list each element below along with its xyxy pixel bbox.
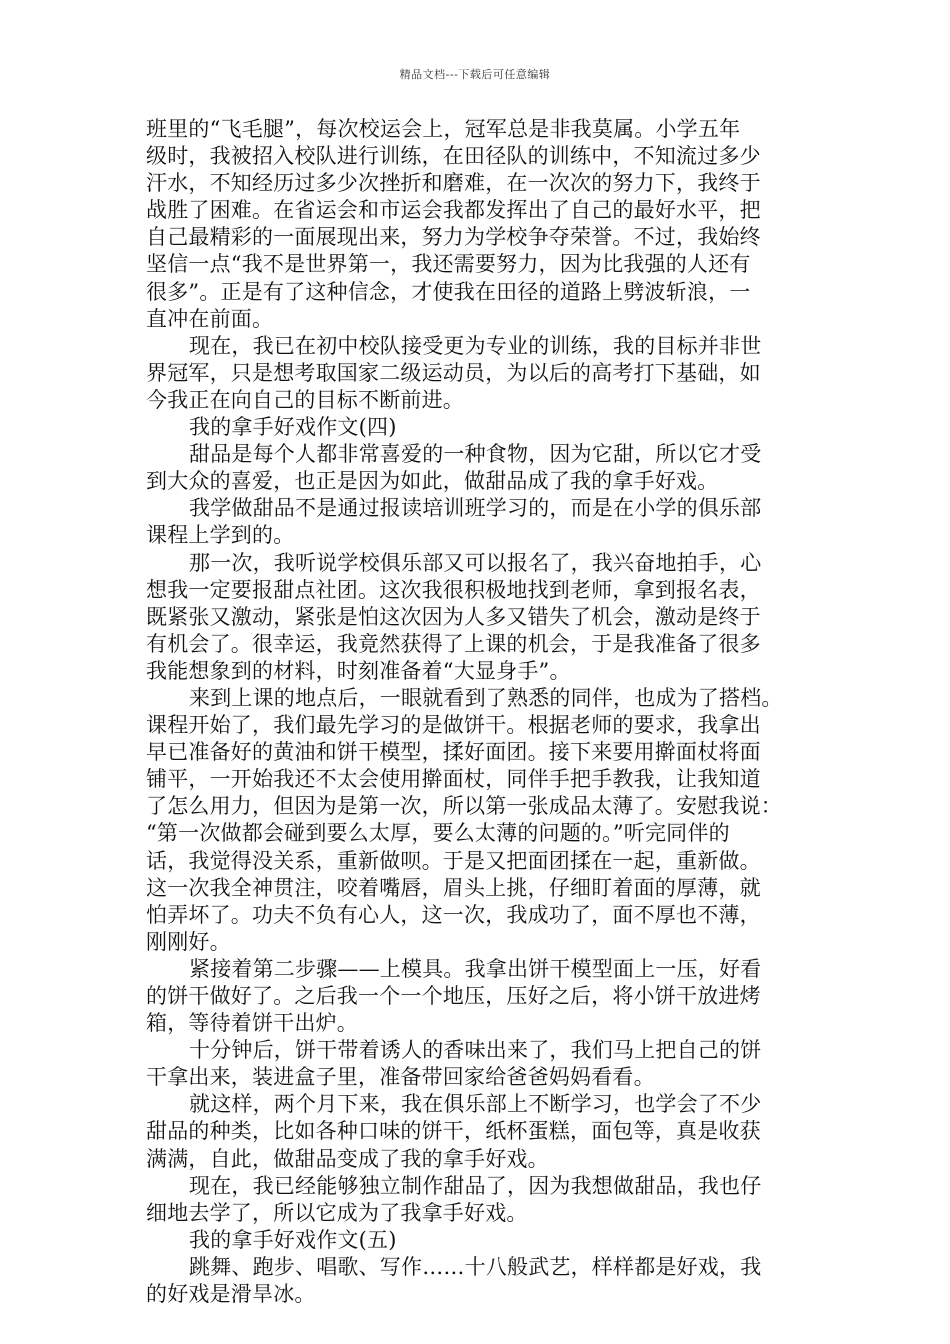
text-line: 了怎么用力，但因为是第一次，所以第一张成品太薄了。安慰我说： <box>146 794 782 819</box>
text-line: 的好戏是滑旱冰。 <box>146 1282 316 1307</box>
text-line: 铺平，一开始我还不太会使用擀面杖，同伴手把手教我，让我知道 <box>146 767 761 792</box>
text-line: 我的拿手好戏作文(四) <box>189 415 397 440</box>
text-line: 界冠军，只是想考取国家二级运动员，为以后的高考打下基础，如 <box>146 360 761 385</box>
text-line: 怕弄坏了。功夫不负有心人，这一次，我成功了，面不厚也不薄， <box>146 902 761 927</box>
text-line: 那一次，我听说学校俱乐部又可以报名了，我兴奋地拍手，心 <box>189 550 762 575</box>
text-line: 甜品是每个人都非常喜爱的一种食物，因为它甜，所以它才受 <box>189 442 762 467</box>
text-line: 汗水，不知经历过多少次挫折和磨难，在一次次的努力下，我终于 <box>146 171 761 196</box>
text-line: 课程上学到的。 <box>146 523 295 548</box>
text-line: 班里的“飞毛腿”，每次校运会上，冠军总是非我莫属。小学五年 <box>146 117 741 141</box>
text-line: 来到上课的地点后，一眼就看到了熟悉的同伴，也成为了搭档。 <box>189 685 783 710</box>
text-line: 想我一定要报甜点社团。这次我很积极地找到老师，拿到报名表， <box>146 577 761 602</box>
text-line: 现在，我已在初中校队接受更为专业的训练，我的目标并非世 <box>189 333 762 358</box>
text-line: 就这样，两个月下来，我在俱乐部上不断学习，也学会了不少 <box>189 1092 762 1117</box>
text-line: 甜品的种类，比如各种口味的饼干，纸杯蛋糕，面包等，真是收获 <box>146 1119 761 1144</box>
text-line: 干拿出来，装进盒子里，准备带回家给爸爸妈妈看看。 <box>146 1065 655 1090</box>
text-line: 箱，等待着饼干出炉。 <box>146 1011 358 1036</box>
text-line: 早已准备好的黄油和饼干模型，揉好面团。接下来要用擀面杖将面 <box>146 740 761 765</box>
text-line: 跳舞、跑步、唱歌、写作……十八般武艺，样样都是好戏，我 <box>189 1254 762 1279</box>
text-line: 这一次我全神贯注，咬着嘴唇，眉头上挑，仔细盯着面的厚薄，就 <box>146 875 761 900</box>
text-line: 既紧张又激动，紧张是怕这次因为人多又错失了机会，激动是终于 <box>146 604 761 629</box>
text-line: 很多”。正是有了这种信念，才使我在田径的道路上劈波斩浪，一 <box>146 279 751 304</box>
text-line: 我的拿手好戏作文(五) <box>189 1227 397 1252</box>
text-line: 坚信一点“我不是世界第一，我还需要努力，因为比我强的人还有 <box>146 252 751 277</box>
text-line: 刚刚好。 <box>146 929 231 954</box>
text-line: 满满，自此，做甜品变成了我的拿手好戏。 <box>146 1146 549 1171</box>
text-line: 到大众的喜爱，也正是因为如此，做甜品成了我的拿手好戏。 <box>146 469 719 494</box>
text-line: 战胜了困难。在省运会和市运会我都发挥出了自己的最好水平，把 <box>146 198 761 223</box>
text-line: 直冲在前面。 <box>146 306 274 331</box>
text-line: 话，我觉得没关系，重新做呗。于是又把面团揉在一起，重新做。 <box>146 848 761 873</box>
text-line: 的饼干做好了。之后我一个一个地压，压好之后，将小饼干放进烤 <box>146 984 761 1008</box>
text-line: 有机会了。很幸运，我竟然获得了上课的机会，于是我准备了很多 <box>146 631 761 656</box>
text-line: 课程开始了，我们最先学习的是做饼干。根据老师的要求，我拿出 <box>146 713 761 738</box>
text-line: “第一次做都会碰到要么太厚，要么太薄的问题的。”听完同伴的 <box>146 821 730 846</box>
text-line: 自己最精彩的一面展现出来，努力为学校争夺荣誉。不过，我始终 <box>146 225 761 250</box>
text-line: 紧接着第二步骤——上模具。我拿出饼干模型面上一压，好看 <box>189 956 762 981</box>
document-body <box>146 116 806 1308</box>
text-line: 级时，我被招入校队进行训练，在田径队的训练中，不知流过多少 <box>146 144 761 169</box>
text-line: 今我正在向自己的目标不断前进。 <box>146 387 464 412</box>
page-header: 精品文档---下载后可任意编辑 <box>399 68 551 81</box>
text-line: 细地去学了，所以它成为了我拿手好戏。 <box>146 1200 528 1225</box>
text-line: 十分钟后，饼干带着诱人的香味出来了，我们马上把自己的饼 <box>189 1038 762 1063</box>
text-line: 我能想象到的材料，时刻准备着“大显身手”。 <box>146 658 571 683</box>
text-line: 我学做甜品不是通过报读培训班学习的，而是在小学的俱乐部 <box>189 496 762 521</box>
text-line: 现在，我已经能够独立制作甜品了，因为我想做甜品，我也仔 <box>189 1173 762 1198</box>
